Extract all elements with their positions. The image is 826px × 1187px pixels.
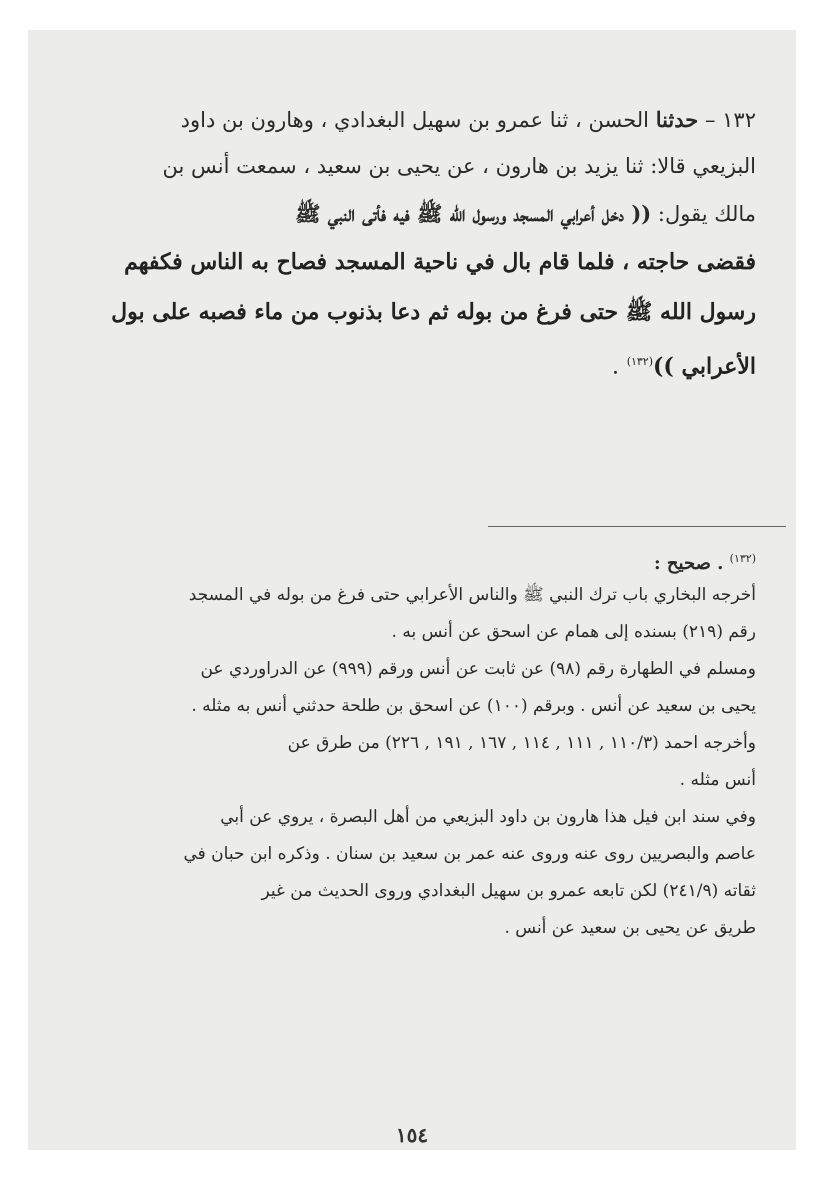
footnote <box>86 540 756 947</box>
footnote-line: عاصم والبصريين روى عنه وروى عنه عمر بن سعيد بن سنان . وذكره ابن حبان في <box>183 844 756 864</box>
footnote-reference: (١٣٢) <box>626 355 654 368</box>
footnote-line: يحيى بن سعيد عن أنس . وبرقم (١٠٠) عن اسحق بن طلحة حدثني أنس به مثله . <box>191 696 756 716</box>
matn-part-4: الأعرابي )) <box>653 353 756 380</box>
hadith-line-6 <box>86 337 756 387</box>
footnote-line: طريق عن يحيى بن سعيد عن أنس . <box>504 918 756 938</box>
isnad-part-2: البزيعي قالا: ثنا يزيد بن هارون ، عن يحيى بن سعيد ، سمعت أنس بن <box>162 154 756 178</box>
matn-part-1: (( دخل أعرابي المسجد ورسول الله ﷺ فيه فأتى النبي ﷺ <box>295 201 652 226</box>
footnote-line: أخرجه البخاري باب ترك النبي ﷺ والناس الأعرابي حتى فرغ من بوله في المسجد <box>188 585 756 605</box>
footnote-heading <box>86 540 756 577</box>
footnote-grade: . صحيح : <box>653 553 724 574</box>
footnote-line: وأخرجه احمد (١١٠/٣ , ١١١ , ١١٤ , ١٦٧ , ١٩١ , ٢٢٦) من طرق عن <box>287 733 756 753</box>
hadith-line-1 <box>86 96 756 143</box>
period: . <box>612 354 620 380</box>
footnote-line: ومسلم في الطهارة رقم (٩٨) عن ثابت عن أنس ورقم (٩٩٩) عن الدراوردي عن <box>200 659 756 679</box>
hadith-number: ١٣٢ – <box>704 108 756 132</box>
hadith-line-4 <box>86 237 756 287</box>
footnote-line: أنس مثله . <box>679 770 756 790</box>
footnote-separator <box>488 526 786 527</box>
footnote-line: وفي سند ابن فيل هذا هارون بن داود البزيعي من أهل البصرة ، يروي عن أبي <box>220 807 756 827</box>
matn-part-3: رسول الله ﷺ حتى فرغ من بوله ثم دعا بذنوب من ماء فصبه على بول <box>111 299 756 325</box>
footnote-line: ثقاته (٢٤١/٩) لكن تابعه عمرو بن سهيل البغدادي وروى الحديث من غير <box>261 881 756 901</box>
footnote-number: (١٣٢) <box>729 552 756 565</box>
page <box>28 30 796 1150</box>
hadith-opening: حدثنا <box>655 107 699 132</box>
hadith-line-5 <box>86 287 756 337</box>
hadith-text <box>86 96 756 387</box>
hadith-line-3 <box>86 190 756 237</box>
footnote-line: رقم (٢١٩) بسنده إلى همام عن اسحق عن أنس به . <box>391 622 756 642</box>
matn-part-2: فقضى حاجته ، فلما قام بال في ناحية المسجد فصاح به الناس فكفهم <box>124 249 756 275</box>
page-number: ١٥٤ <box>395 1123 429 1147</box>
hadith-line-2 <box>86 143 756 190</box>
isnad-part-3: مالك يقول: <box>657 202 756 226</box>
isnad-part-1: الحسن ، ثنا عمرو بن سهيل البغدادي ، وهارون بن داود <box>180 108 649 132</box>
